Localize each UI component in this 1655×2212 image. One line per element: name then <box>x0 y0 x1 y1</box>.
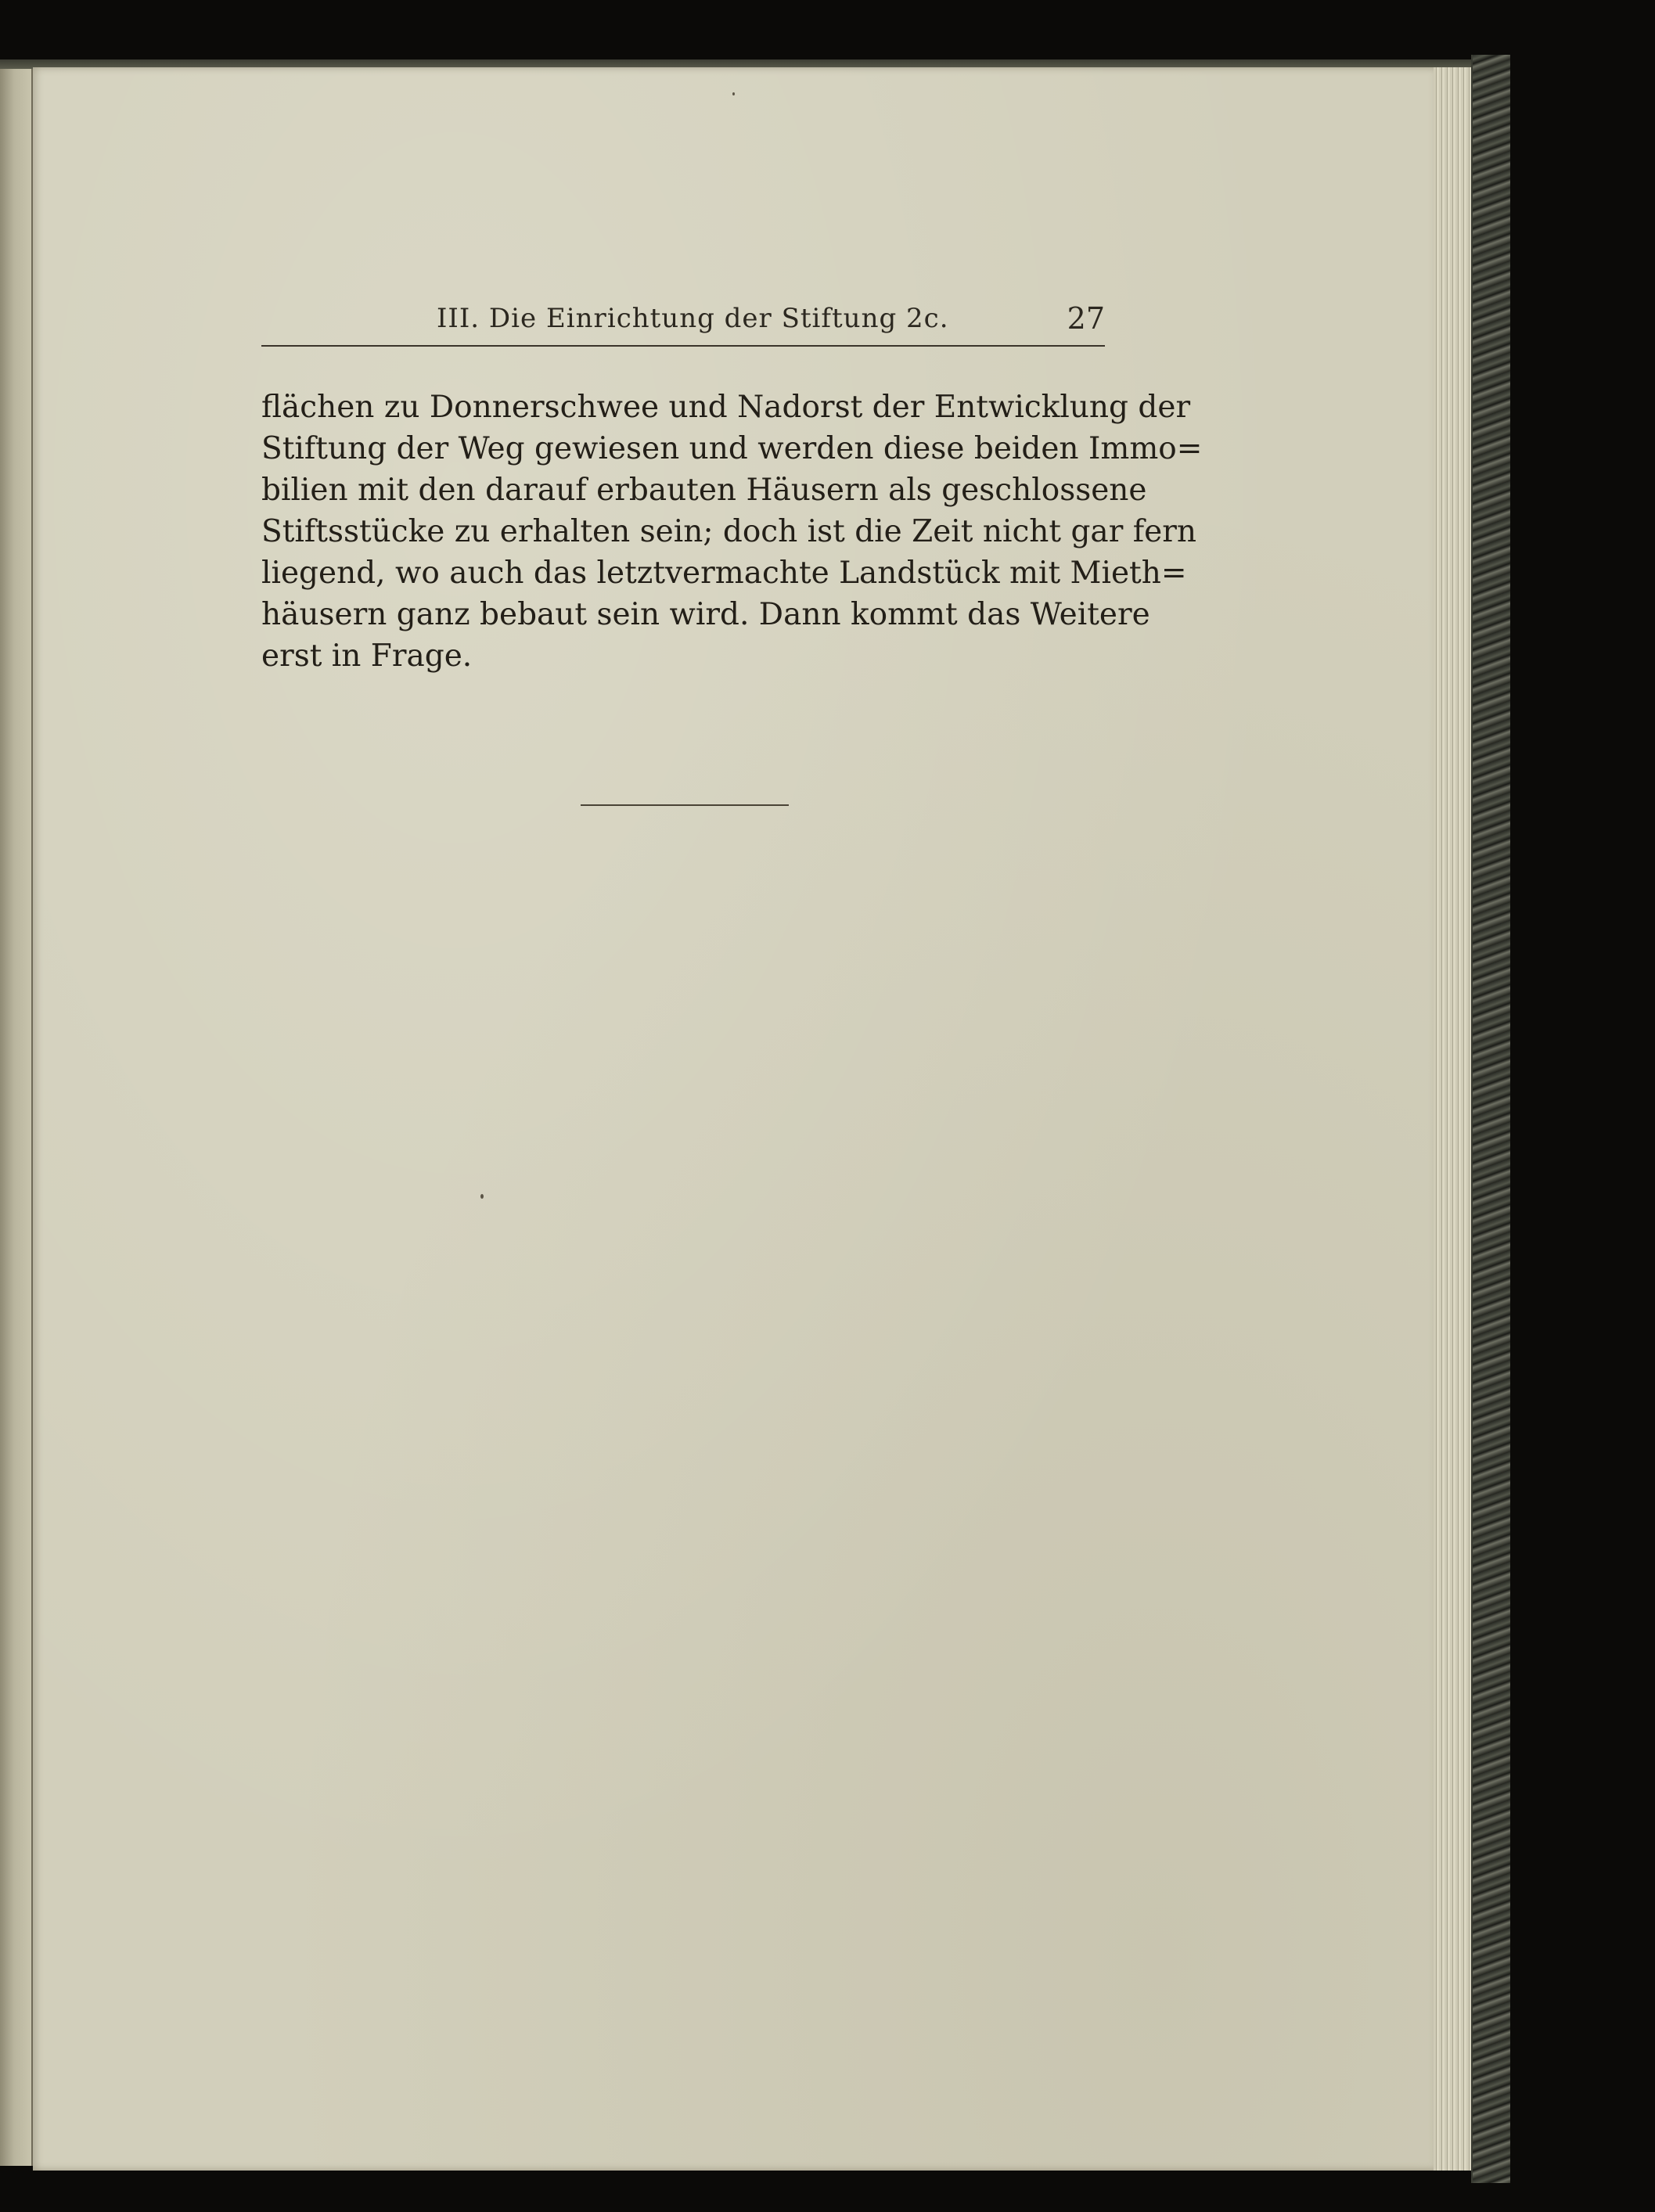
running-header <box>261 301 1105 340</box>
text-line: Stiftung der Weg gewiesen und werden diese beiden Immo= <box>261 431 1203 466</box>
text-line: häusern ganz bebaut sein wird. Dann kommt das Weitere <box>261 597 1150 632</box>
text-line: Stiftsstücke zu erhalten sein; doch ist die Zeit nicht gar fern <box>261 514 1197 549</box>
paper-speck <box>480 1194 484 1199</box>
header-rule <box>261 345 1105 347</box>
body-paragraph <box>261 387 1203 677</box>
text-line: liegend, wo auch das letztvermachte Landstück mit Mieth= <box>261 556 1187 591</box>
text-line: erst in Frage. <box>261 638 473 674</box>
paper-speck <box>732 92 735 95</box>
previous-page-edge <box>0 69 33 2166</box>
marbled-cover-edge <box>1471 55 1510 2183</box>
section-end-rule <box>581 804 789 806</box>
book-page <box>33 67 1441 2171</box>
running-title: III. Die Einrichtung der Stiftung 2c. <box>437 303 949 334</box>
text-line: bilien mit den darauf erbauten Häusern als geschlossene <box>261 473 1147 508</box>
text-line: flächen zu Donnerschwee und Nadorst der Entwicklung der <box>261 390 1191 425</box>
page-number: 27 <box>1067 301 1105 336</box>
page-stack-edges <box>1434 67 1473 2171</box>
